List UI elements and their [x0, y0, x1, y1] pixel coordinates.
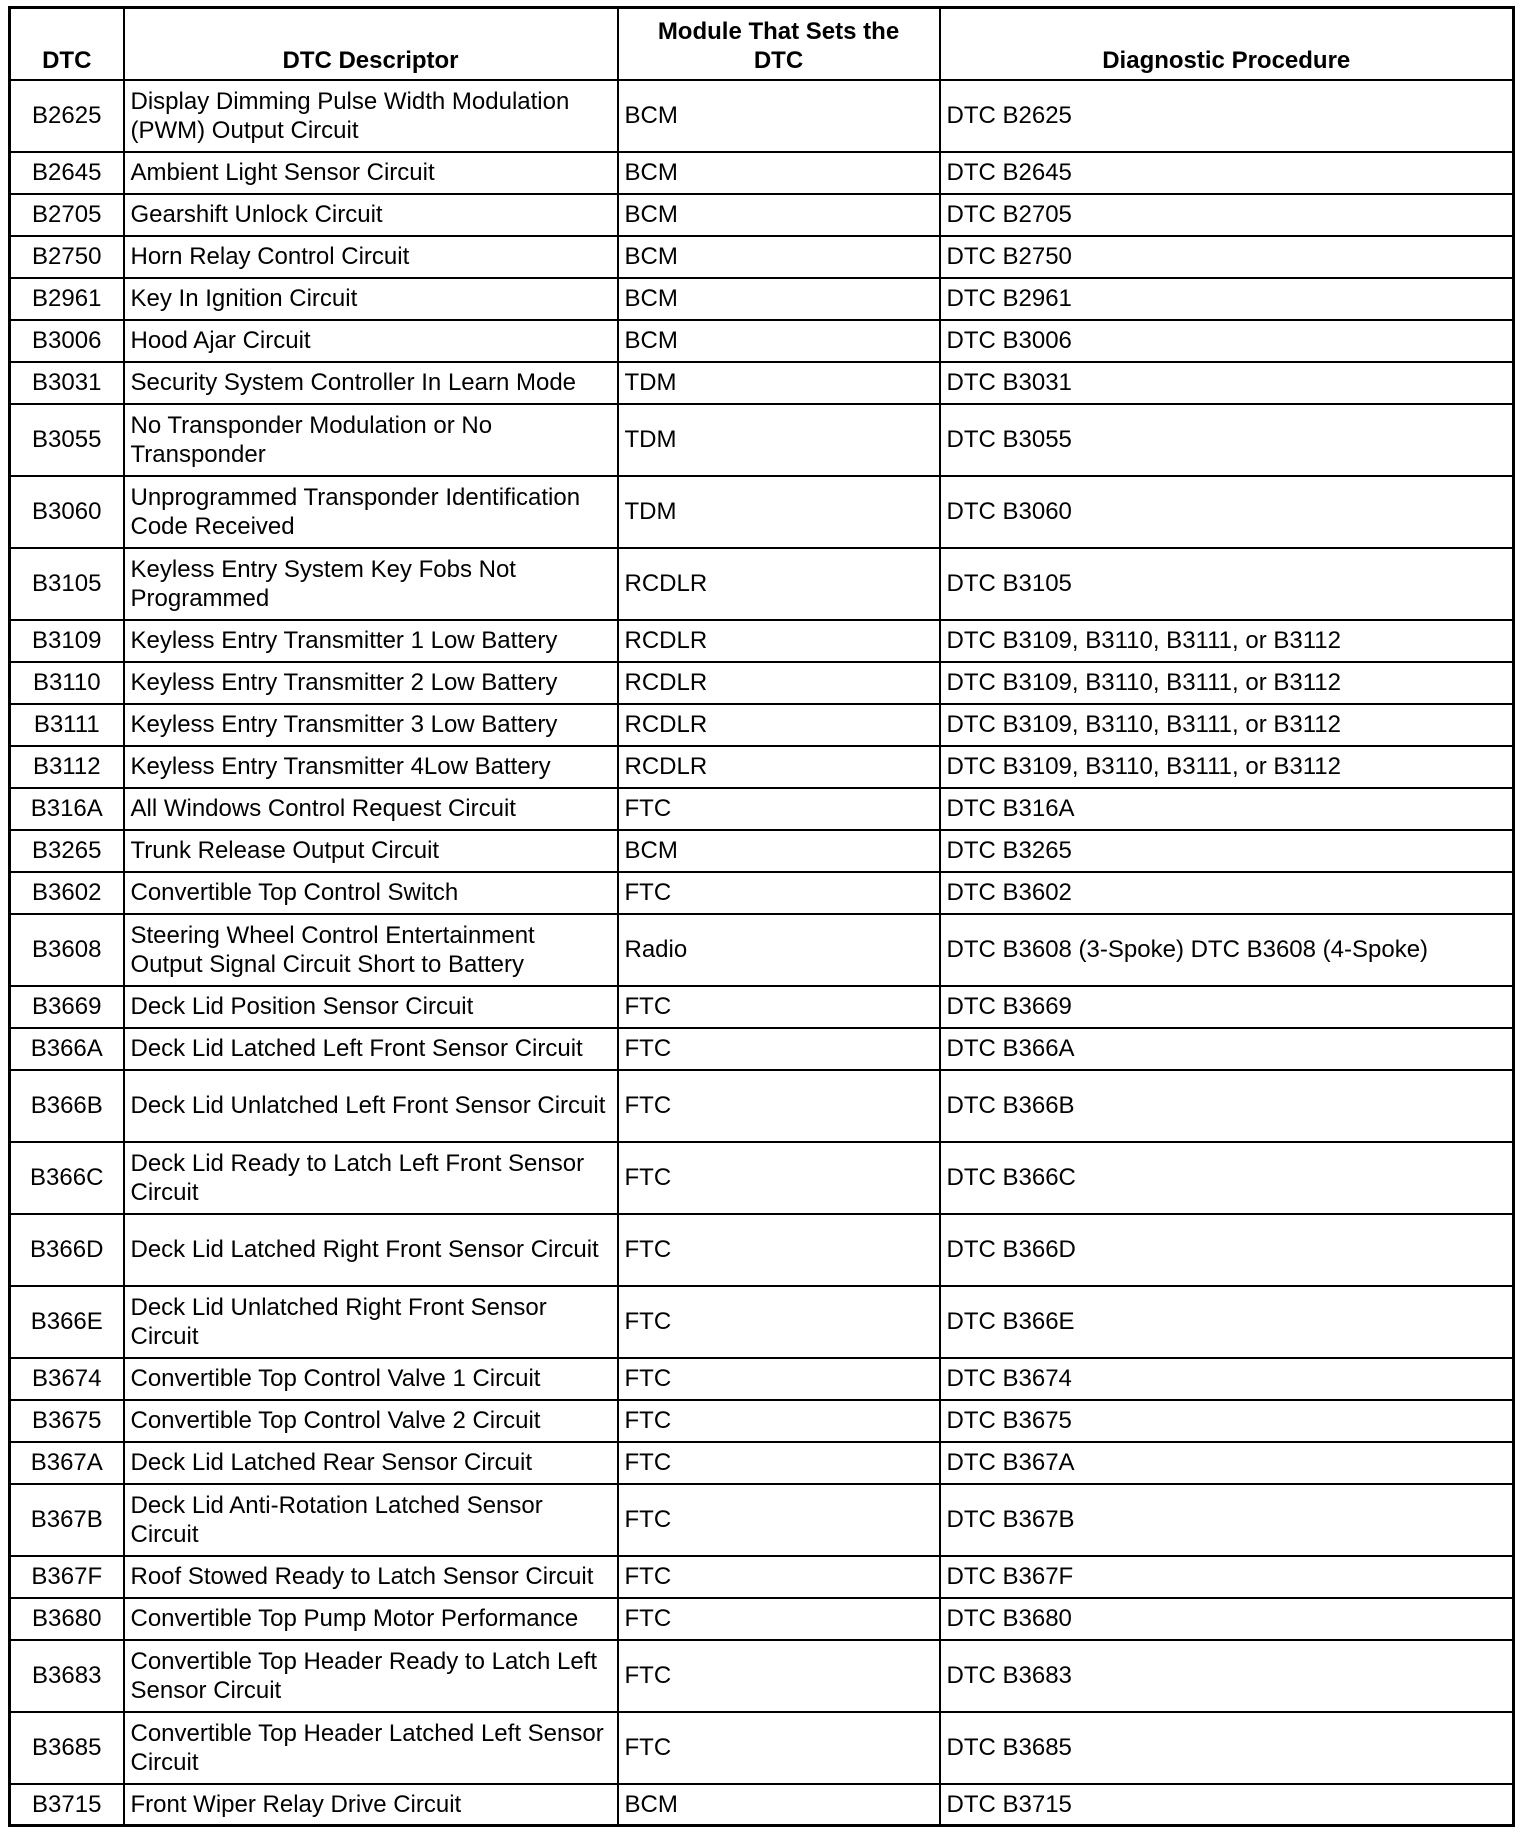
diagnostic-procedure-cell: DTC B3265: [940, 830, 1514, 872]
dtc-descriptor-cell: Keyless Entry Transmitter 2 Low Battery: [124, 662, 618, 704]
dtc-code-cell: B3006: [10, 320, 124, 362]
diagnostic-procedure-cell: DTC B3055: [940, 404, 1514, 476]
dtc-descriptor-cell: No Transponder Modulation or No Transponder: [124, 404, 618, 476]
dtc-code-cell: B3109: [10, 620, 124, 662]
diagnostic-procedure-cell: DTC B3031: [940, 362, 1514, 404]
dtc-code-cell: B366D: [10, 1214, 124, 1286]
module-cell: BCM: [618, 1784, 940, 1826]
table-row: [10, 872, 1514, 914]
module-cell: FTC: [618, 1070, 940, 1142]
header-procedure: Diagnostic Procedure: [940, 8, 1514, 80]
table-row: [10, 1640, 1514, 1712]
diagnostic-procedure-cell: DTC B3109, B3110, B3111, or B3112: [940, 746, 1514, 788]
table-row: [10, 1070, 1514, 1142]
diagnostic-procedure-cell: DTC B3006: [940, 320, 1514, 362]
table-row: [10, 1142, 1514, 1214]
dtc-descriptor-cell: Deck Lid Position Sensor Circuit: [124, 986, 618, 1028]
diagnostic-procedure-cell: DTC B3060: [940, 476, 1514, 548]
diagnostic-procedure-cell: DTC B2961: [940, 278, 1514, 320]
dtc-code-cell: B3110: [10, 662, 124, 704]
module-cell: FTC: [618, 1142, 940, 1214]
diagnostic-procedure-cell: DTC B3680: [940, 1598, 1514, 1640]
module-cell: BCM: [618, 830, 940, 872]
dtc-descriptor-cell: Deck Lid Latched Left Front Sensor Circuit: [124, 1028, 618, 1070]
dtc-descriptor-cell: Deck Lid Latched Rear Sensor Circuit: [124, 1442, 618, 1484]
dtc-code-cell: B366C: [10, 1142, 124, 1214]
dtc-code-cell: B3060: [10, 476, 124, 548]
dtc-code-cell: B2645: [10, 152, 124, 194]
module-cell: Radio: [618, 914, 940, 986]
dtc-descriptor-cell: Deck Lid Unlatched Left Front Sensor Circuit: [124, 1070, 618, 1142]
diagnostic-procedure-cell: DTC B3675: [940, 1400, 1514, 1442]
dtc-code-cell: B3680: [10, 1598, 124, 1640]
dtc-descriptor-cell: Deck Lid Ready to Latch Left Front Sensor Circuit: [124, 1142, 618, 1214]
module-cell: BCM: [618, 320, 940, 362]
module-cell: BCM: [618, 194, 940, 236]
dtc-code-cell: B3265: [10, 830, 124, 872]
dtc-descriptor-cell: Keyless Entry Transmitter 1 Low Battery: [124, 620, 618, 662]
dtc-descriptor-cell: Convertible Top Pump Motor Performance: [124, 1598, 618, 1640]
module-cell: RCDLR: [618, 620, 940, 662]
diagnostic-procedure-cell: DTC B3602: [940, 872, 1514, 914]
module-cell: BCM: [618, 236, 940, 278]
module-cell: RCDLR: [618, 662, 940, 704]
dtc-descriptor-cell: Deck Lid Anti-Rotation Latched Sensor Circuit: [124, 1484, 618, 1556]
dtc-code-cell: B3031: [10, 362, 124, 404]
module-cell: FTC: [618, 1598, 940, 1640]
table-body: [10, 80, 1514, 1826]
dtc-descriptor-cell: Deck Lid Latched Right Front Sensor Circuit: [124, 1214, 618, 1286]
dtc-table: [8, 6, 1515, 1827]
module-cell: RCDLR: [618, 548, 940, 620]
module-cell: FTC: [618, 1556, 940, 1598]
module-cell: FTC: [618, 1640, 940, 1712]
diagnostic-procedure-cell: DTC B316A: [940, 788, 1514, 830]
table-row: [10, 1214, 1514, 1286]
dtc-code-cell: B2750: [10, 236, 124, 278]
dtc-descriptor-cell: Roof Stowed Ready to Latch Sensor Circuit: [124, 1556, 618, 1598]
dtc-descriptor-cell: Display Dimming Pulse Width Modulation (PWM) Output Circuit: [124, 80, 618, 152]
table-row: [10, 788, 1514, 830]
dtc-descriptor-cell: Trunk Release Output Circuit: [124, 830, 618, 872]
dtc-code-cell: B3685: [10, 1712, 124, 1784]
diagnostic-procedure-cell: DTC B3715: [940, 1784, 1514, 1826]
dtc-code-cell: B3055: [10, 404, 124, 476]
dtc-code-cell: B3608: [10, 914, 124, 986]
module-cell: FTC: [618, 986, 940, 1028]
dtc-code-cell: B3105: [10, 548, 124, 620]
table-row: [10, 476, 1514, 548]
module-cell: FTC: [618, 1358, 940, 1400]
table-row: [10, 1400, 1514, 1442]
dtc-code-cell: B3715: [10, 1784, 124, 1826]
diagnostic-procedure-cell: DTC B3109, B3110, B3111, or B3112: [940, 620, 1514, 662]
table-header-row: [10, 8, 1514, 80]
dtc-descriptor-cell: Horn Relay Control Circuit: [124, 236, 618, 278]
dtc-descriptor-cell: Keyless Entry Transmitter 3 Low Battery: [124, 704, 618, 746]
dtc-descriptor-cell: Keyless Entry Transmitter 4Low Battery: [124, 746, 618, 788]
dtc-code-cell: B367A: [10, 1442, 124, 1484]
dtc-descriptor-cell: Key In Ignition Circuit: [124, 278, 618, 320]
dtc-descriptor-cell: Convertible Top Control Switch: [124, 872, 618, 914]
dtc-descriptor-cell: Deck Lid Unlatched Right Front Sensor Circuit: [124, 1286, 618, 1358]
table-row: [10, 1484, 1514, 1556]
module-cell: RCDLR: [618, 746, 940, 788]
diagnostic-procedure-cell: DTC B2645: [940, 152, 1514, 194]
module-cell: TDM: [618, 362, 940, 404]
table-row: [10, 662, 1514, 704]
module-cell: FTC: [618, 872, 940, 914]
dtc-descriptor-cell: Convertible Top Header Ready to Latch Left Sensor Circuit: [124, 1640, 618, 1712]
diagnostic-procedure-cell: DTC B3105: [940, 548, 1514, 620]
table-row: [10, 152, 1514, 194]
dtc-code-cell: B3674: [10, 1358, 124, 1400]
table-row: [10, 278, 1514, 320]
diagnostic-procedure-cell: DTC B3109, B3110, B3111, or B3112: [940, 704, 1514, 746]
dtc-descriptor-cell: All Windows Control Request Circuit: [124, 788, 618, 830]
diagnostic-procedure-cell: DTC B3669: [940, 986, 1514, 1028]
module-cell: FTC: [618, 1442, 940, 1484]
dtc-code-cell: B316A: [10, 788, 124, 830]
table-row: [10, 548, 1514, 620]
diagnostic-procedure-cell: DTC B366A: [940, 1028, 1514, 1070]
table-row: [10, 362, 1514, 404]
table-row: [10, 1358, 1514, 1400]
table-row: [10, 914, 1514, 986]
header-dtc: DTC: [10, 8, 124, 80]
table-row: [10, 620, 1514, 662]
dtc-descriptor-cell: Unprogrammed Transponder Identification Code Received: [124, 476, 618, 548]
module-cell: FTC: [618, 1286, 940, 1358]
module-cell: TDM: [618, 404, 940, 476]
table-row: [10, 1712, 1514, 1784]
diagnostic-procedure-cell: DTC B367A: [940, 1442, 1514, 1484]
dtc-descriptor-cell: Gearshift Unlock Circuit: [124, 194, 618, 236]
dtc-code-cell: B367F: [10, 1556, 124, 1598]
dtc-code-cell: B2705: [10, 194, 124, 236]
dtc-descriptor-cell: Front Wiper Relay Drive Circuit: [124, 1784, 618, 1826]
table-row: [10, 1598, 1514, 1640]
diagnostic-procedure-cell: DTC B3685: [940, 1712, 1514, 1784]
diagnostic-procedure-cell: DTC B366D: [940, 1214, 1514, 1286]
diagnostic-procedure-cell: DTC B367B: [940, 1484, 1514, 1556]
dtc-code-cell: B366B: [10, 1070, 124, 1142]
diagnostic-procedure-cell: DTC B3109, B3110, B3111, or B3112: [940, 662, 1514, 704]
dtc-code-cell: B3669: [10, 986, 124, 1028]
dtc-code-cell: B3602: [10, 872, 124, 914]
module-cell: FTC: [618, 1400, 940, 1442]
dtc-code-cell: B3111: [10, 704, 124, 746]
dtc-code-cell: B366E: [10, 1286, 124, 1358]
dtc-code-cell: B2961: [10, 278, 124, 320]
table-row: [10, 1286, 1514, 1358]
module-cell: BCM: [618, 278, 940, 320]
dtc-descriptor-cell: Security System Controller In Learn Mode: [124, 362, 618, 404]
dtc-code-cell: B366A: [10, 1028, 124, 1070]
dtc-code-cell: B3112: [10, 746, 124, 788]
header-module: Module That Sets the DTC: [618, 8, 940, 80]
module-cell: BCM: [618, 80, 940, 152]
module-cell: FTC: [618, 788, 940, 830]
diagnostic-procedure-cell: DTC B366E: [940, 1286, 1514, 1358]
dtc-code-cell: B3675: [10, 1400, 124, 1442]
table-row: [10, 404, 1514, 476]
dtc-code-cell: B2625: [10, 80, 124, 152]
table-row: [10, 1028, 1514, 1070]
dtc-descriptor-cell: Steering Wheel Control Entertainment Output Signal Circuit Short to Battery: [124, 914, 618, 986]
module-cell: TDM: [618, 476, 940, 548]
dtc-descriptor-cell: Convertible Top Control Valve 1 Circuit: [124, 1358, 618, 1400]
module-cell: RCDLR: [618, 704, 940, 746]
diagnostic-procedure-cell: DTC B2750: [940, 236, 1514, 278]
module-cell: FTC: [618, 1028, 940, 1070]
dtc-descriptor-cell: Keyless Entry System Key Fobs Not Programmed: [124, 548, 618, 620]
diagnostic-procedure-cell: DTC B2625: [940, 80, 1514, 152]
table-row: [10, 986, 1514, 1028]
table-row: [10, 704, 1514, 746]
module-cell: FTC: [618, 1484, 940, 1556]
table-row: [10, 236, 1514, 278]
dtc-descriptor-cell: Convertible Top Header Latched Left Sensor Circuit: [124, 1712, 618, 1784]
table-row: [10, 830, 1514, 872]
diagnostic-procedure-cell: DTC B2705: [940, 194, 1514, 236]
table-row: [10, 80, 1514, 152]
dtc-descriptor-cell: Convertible Top Control Valve 2 Circuit: [124, 1400, 618, 1442]
diagnostic-procedure-cell: DTC B366B: [940, 1070, 1514, 1142]
table-row: [10, 1556, 1514, 1598]
diagnostic-procedure-cell: DTC B367F: [940, 1556, 1514, 1598]
dtc-descriptor-cell: Hood Ajar Circuit: [124, 320, 618, 362]
table-row: [10, 1784, 1514, 1826]
diagnostic-procedure-cell: DTC B3608 (3-Spoke) DTC B3608 (4-Spoke): [940, 914, 1514, 986]
table-row: [10, 320, 1514, 362]
module-cell: FTC: [618, 1214, 940, 1286]
diagnostic-procedure-cell: DTC B366C: [940, 1142, 1514, 1214]
dtc-descriptor-cell: Ambient Light Sensor Circuit: [124, 152, 618, 194]
module-cell: FTC: [618, 1712, 940, 1784]
diagnostic-procedure-cell: DTC B3683: [940, 1640, 1514, 1712]
module-cell: BCM: [618, 152, 940, 194]
diagnostic-procedure-cell: DTC B3674: [940, 1358, 1514, 1400]
header-descriptor: DTC Descriptor: [124, 8, 618, 80]
dtc-code-cell: B367B: [10, 1484, 124, 1556]
table-row: [10, 194, 1514, 236]
table-row: [10, 746, 1514, 788]
dtc-code-cell: B3683: [10, 1640, 124, 1712]
table-row: [10, 1442, 1514, 1484]
